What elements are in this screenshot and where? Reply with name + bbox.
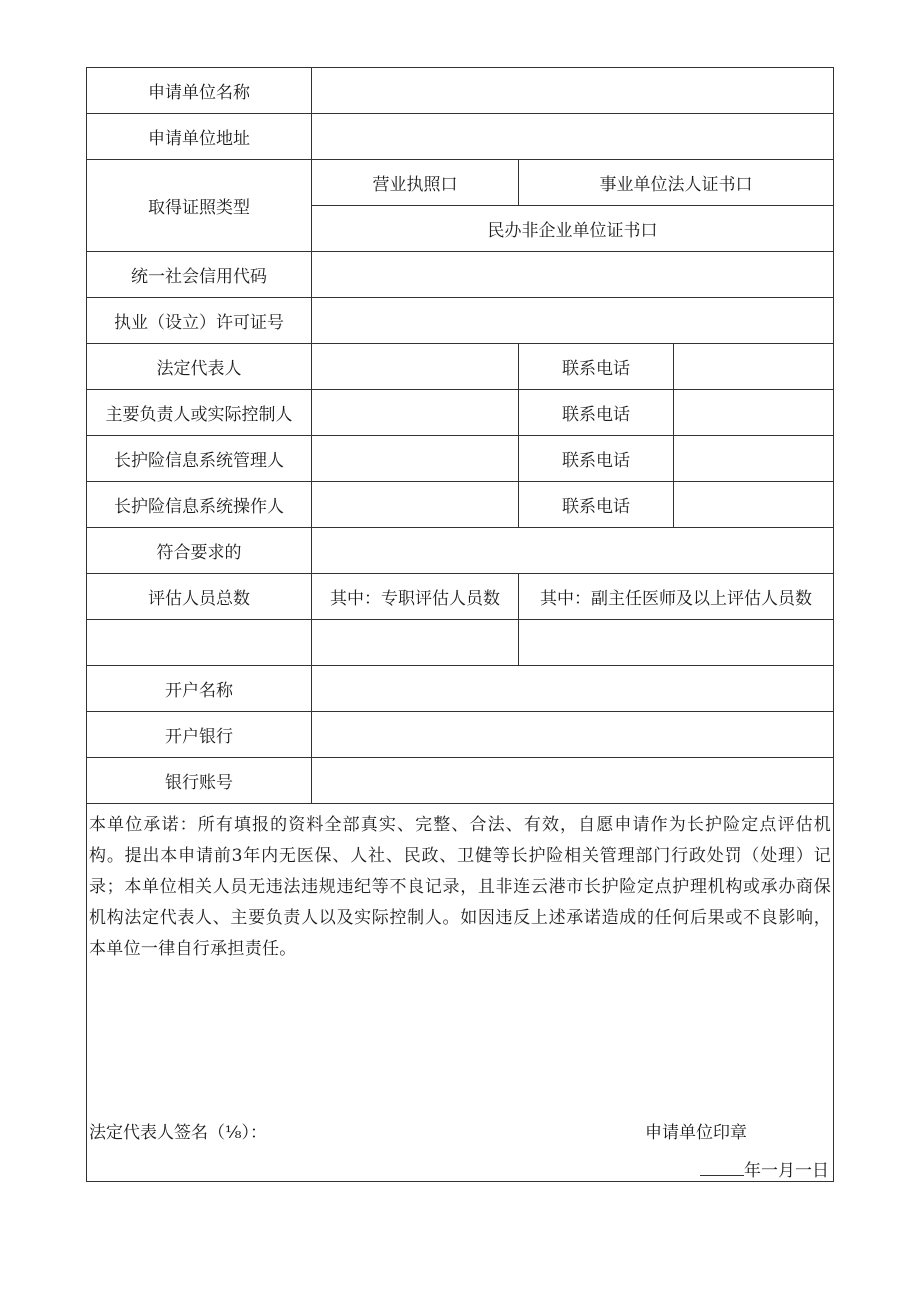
business-license-option[interactable]: 营业执照口 — [312, 160, 519, 206]
sys-operator-phone-field[interactable] — [674, 482, 834, 528]
date-label: 年一月一日 — [744, 1161, 830, 1181]
unit-name-row — [87, 68, 834, 114]
account-name-row — [87, 666, 834, 712]
senior-assessors-field[interactable] — [519, 620, 834, 666]
signature-label: 法定代表人签名（⅛）： — [89, 1123, 267, 1143]
assessor-header-blank — [312, 528, 834, 574]
pledge-row — [87, 804, 834, 1182]
principal-phone-label: 联系电话 — [519, 390, 674, 436]
credit-code-row — [87, 252, 834, 298]
legal-rep-phone-field[interactable] — [674, 344, 834, 390]
sys-admin-phone-field[interactable] — [674, 436, 834, 482]
senior-assessors-label: 其中：副主任医师及以上评估人员数 — [519, 574, 834, 620]
principal-field[interactable] — [312, 390, 519, 436]
fulltime-assessors-label: 其中：专职评估人员数 — [312, 574, 519, 620]
principal-label: 主要负责人或实际控制人 — [87, 390, 312, 436]
bank-row — [87, 712, 834, 758]
unit-address-row — [87, 114, 834, 160]
principal-phone-field[interactable] — [674, 390, 834, 436]
total-assessors-field[interactable] — [87, 620, 312, 666]
license-type-label: 取得证照类型 — [87, 160, 312, 252]
unit-address-field[interactable] — [312, 114, 834, 160]
application-form — [86, 67, 834, 1182]
date-line — [700, 1156, 829, 1181]
unit-name-label: 申请单位名称 — [87, 68, 312, 114]
bank-label: 开户银行 — [87, 712, 312, 758]
unit-name-field[interactable] — [312, 68, 834, 114]
legal-rep-label: 法定代表人 — [87, 344, 312, 390]
sys-operator-label: 长护险信息系统操作人 — [87, 482, 312, 528]
account-no-label: 银行账号 — [87, 758, 312, 804]
pledge-cell — [87, 804, 834, 1182]
year-blank[interactable] — [700, 1159, 744, 1176]
qualified-label-line2: 评估人员总数 — [87, 574, 312, 620]
qualified-label-line1: 符合要求的 — [87, 528, 312, 574]
assessor-header-row-2 — [87, 574, 834, 620]
nonenterprise-cert-option[interactable]: 民办非企业单位证书口 — [312, 206, 834, 252]
sys-operator-phone-label: 联系电话 — [519, 482, 674, 528]
account-name-field[interactable] — [312, 666, 834, 712]
permit-no-row — [87, 298, 834, 344]
legal-rep-row — [87, 344, 834, 390]
pledge-text: 本单位承诺：所有填报的资料全部真实、完整、合法、有效，自愿申请作为长护险定点评估机构。提出本申请前3年内无医保、人社、民政、卫健等长护险相关管理部门行政处罚（处理）记录；本单位相关人员无违法违规违纪等不良记录，且非连云港市长护险定点护理机构或承办商保机构法定代表人、主要负责人以及实际控制人。如因违反上述承诺造成的任何后果或不良影响，本单位一律自行承担责任。 — [89, 815, 832, 959]
sys-operator-field[interactable] — [312, 482, 519, 528]
permit-no-label: 执业（设立）许可证号 — [87, 298, 312, 344]
legal-rep-field[interactable] — [312, 344, 519, 390]
unit-address-label: 申请单位地址 — [87, 114, 312, 160]
sys-admin-phone-label: 联系电话 — [519, 436, 674, 482]
principal-row — [87, 390, 834, 436]
sys-admin-row — [87, 436, 834, 482]
fulltime-assessors-field[interactable] — [312, 620, 519, 666]
institution-cert-option[interactable]: 事业单位法人证书口 — [519, 160, 834, 206]
seal-label: 申请单位印章 — [645, 1123, 747, 1143]
assessor-values-row — [87, 620, 834, 666]
license-type-row — [87, 160, 834, 206]
sys-operator-row — [87, 482, 834, 528]
bank-field[interactable] — [312, 712, 834, 758]
sys-admin-label: 长护险信息系统管理人 — [87, 436, 312, 482]
account-no-row — [87, 758, 834, 804]
account-no-field[interactable] — [312, 758, 834, 804]
sys-admin-field[interactable] — [312, 436, 519, 482]
credit-code-field[interactable] — [312, 252, 834, 298]
account-name-label: 开户名称 — [87, 666, 312, 712]
assessor-header-row-1 — [87, 528, 834, 574]
credit-code-label: 统一社会信用代码 — [87, 252, 312, 298]
legal-rep-phone-label: 联系电话 — [519, 344, 674, 390]
permit-no-field[interactable] — [312, 298, 834, 344]
